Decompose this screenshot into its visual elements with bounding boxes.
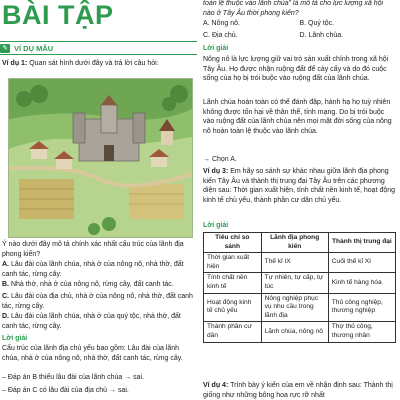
table-row [204,293,396,322]
solution-label-2: Lời giải [203,222,229,229]
table-cell: Thời gian xuất hiện [204,253,262,273]
example-1-label: Ví dụ 1: [2,60,28,67]
question-continued: toàn lệ thuộc vào lãnh chúa” là mô tả cho lực lượng xã hội nào ở Tây Âu thời phong kiến? [203,0,384,17]
table-header: Lãnh địa phong kiến [261,233,328,253]
option-d-letter: D. [2,313,9,320]
solution-paragraph-1: Nông nô là lực lượng giữ vai trò sản xuất chính trong xã hội Tây Âu. Họ được nhận ruộng đất để cày cấy và do đó cuộc sống của họ bị trói buộc vào ruộng đất của lãnh chúa. [203,56,389,83]
options-row-1 [203,19,396,29]
example-1-prompt [2,59,195,69]
castle-illustration [8,78,193,238]
example-4 [203,381,396,400]
solution-text: Cấu trúc của lãnh địa chủ yếu bao gồm: Lâu đài của lãnh chúa, nhà ở của nông nô, nhà thờ, đất canh tác, rừng cây. [2,345,183,362]
table-cell: Tính chất nền kinh tế [204,273,262,293]
table-header: Thành thị trung đại [328,233,395,253]
option-c: C. Địa chủ. [203,32,238,39]
option-a: A. Nông nô. [203,20,240,27]
example-3-text: Em hãy so sánh sự khác nhau giữa lãnh địa phong kiến Tây Âu và thành thị trung đại Tây Âu trên các phương diện sau: Thời gian xuất hiện, tính chất nền kinh tế, hoạt động kinh tế chủ yếu, thành phần cư dân chủ yếu. [203,168,396,204]
solution-paragraph-2: Lãnh chúa hoàn toàn có thể đánh đập, hành hạ họ tuỳ nhiên không được tốn hại về thân thể, tính mạng. Do bị trói buộc vào ruộng đất của lãnh chúa nên mọi mặt đời sống của nông nô hoàn toàn lệ thuộc vào lãnh chúa. [203,99,392,135]
option-d-text: Lâu đài của lãnh chúa, nhà ở của quý tộc, nhà thờ, đất canh tác, rừng cây. [2,313,181,330]
table-cell: Tự nhiên, tự cấp, tự túc [261,273,328,293]
table-cell: Lãnh chúa, nông nô [261,322,328,342]
right-column [203,0,396,400]
option-d: D. Lãnh chúa. [299,32,344,39]
table-cell: Thợ thủ công, thương nhân [328,322,395,342]
table-header-row [204,233,396,253]
section-header [0,41,197,55]
answer-choice: → Chọn A. [203,156,237,163]
option-a-letter: A. [2,261,9,268]
pencil-icon: ✎ [0,44,10,53]
option-d [2,312,195,331]
left-column [0,0,197,400]
table-row [204,322,396,342]
option-b: B. Quý tộc. [299,20,335,27]
option-b [2,280,195,290]
table-cell: Thành phần cư dân [204,322,262,342]
table-cell: Kinh tế hàng hóa [328,273,395,293]
table-row [204,253,396,273]
solution-label: Lời giải [2,335,28,342]
example-1-question: Quan sát hình dưới đây và trả lời câu hỏi: [29,60,159,67]
example-3 [203,167,396,205]
table-cell: Thủ công nghiệp, thương nghiệp [328,293,395,322]
example-4-text: Trình bày ý kiến của em về nhận định sau: Thành thị giống như những bông hoa rực rỡ nhất [203,382,393,399]
table-header: Tiêu chí so sánh [204,233,262,253]
section-label: VÍ DỤ MẪU [14,43,54,53]
table-cell: Hoạt động kinh tế chủ yếu [204,293,262,322]
note-1: – Đáp án B thiếu lâu đài của lãnh chúa → sai. [2,374,145,381]
example-4-label: Ví dụ 4: [203,382,229,389]
table-cell: Thế kỉ IX [261,253,328,273]
page-title: BÀI TẬP [2,0,114,30]
note-2: – Đáp án C có lâu đài của địa chủ → sai. [2,387,129,394]
option-a [2,260,195,279]
option-b-text: Nhà thờ, nhà ở của nông nô, rừng cây, đất canh tác. [10,281,174,288]
option-c-letter: C. [2,293,9,300]
table-cell: Cuối thế kỉ XI [328,253,395,273]
question-text: Ý nào dưới đây mô tả chính xác nhất cấu trúc của lãnh địa phong kiến? [2,241,184,258]
table-cell: Nông nghiệp phục vụ nhu cầu trong lãnh địa [261,293,328,322]
option-c-text: Lâu đài của địa chủ, nhà ở của nông nô, nhà thờ, đất canh tác, rừng cây. [2,293,193,310]
option-b-letter: B. [2,281,9,288]
table-row [204,273,396,293]
solution-label: Lời giải [203,45,229,52]
options-row-2 [203,31,396,41]
option-c [2,292,195,311]
comparison-table [203,232,396,343]
example-3-label: Ví dụ 3: [203,168,229,175]
option-a-text: Lâu đài của lãnh chúa, nhà ở của nông nô, nhà thờ, đất canh tác, rừng cây. [2,261,184,278]
